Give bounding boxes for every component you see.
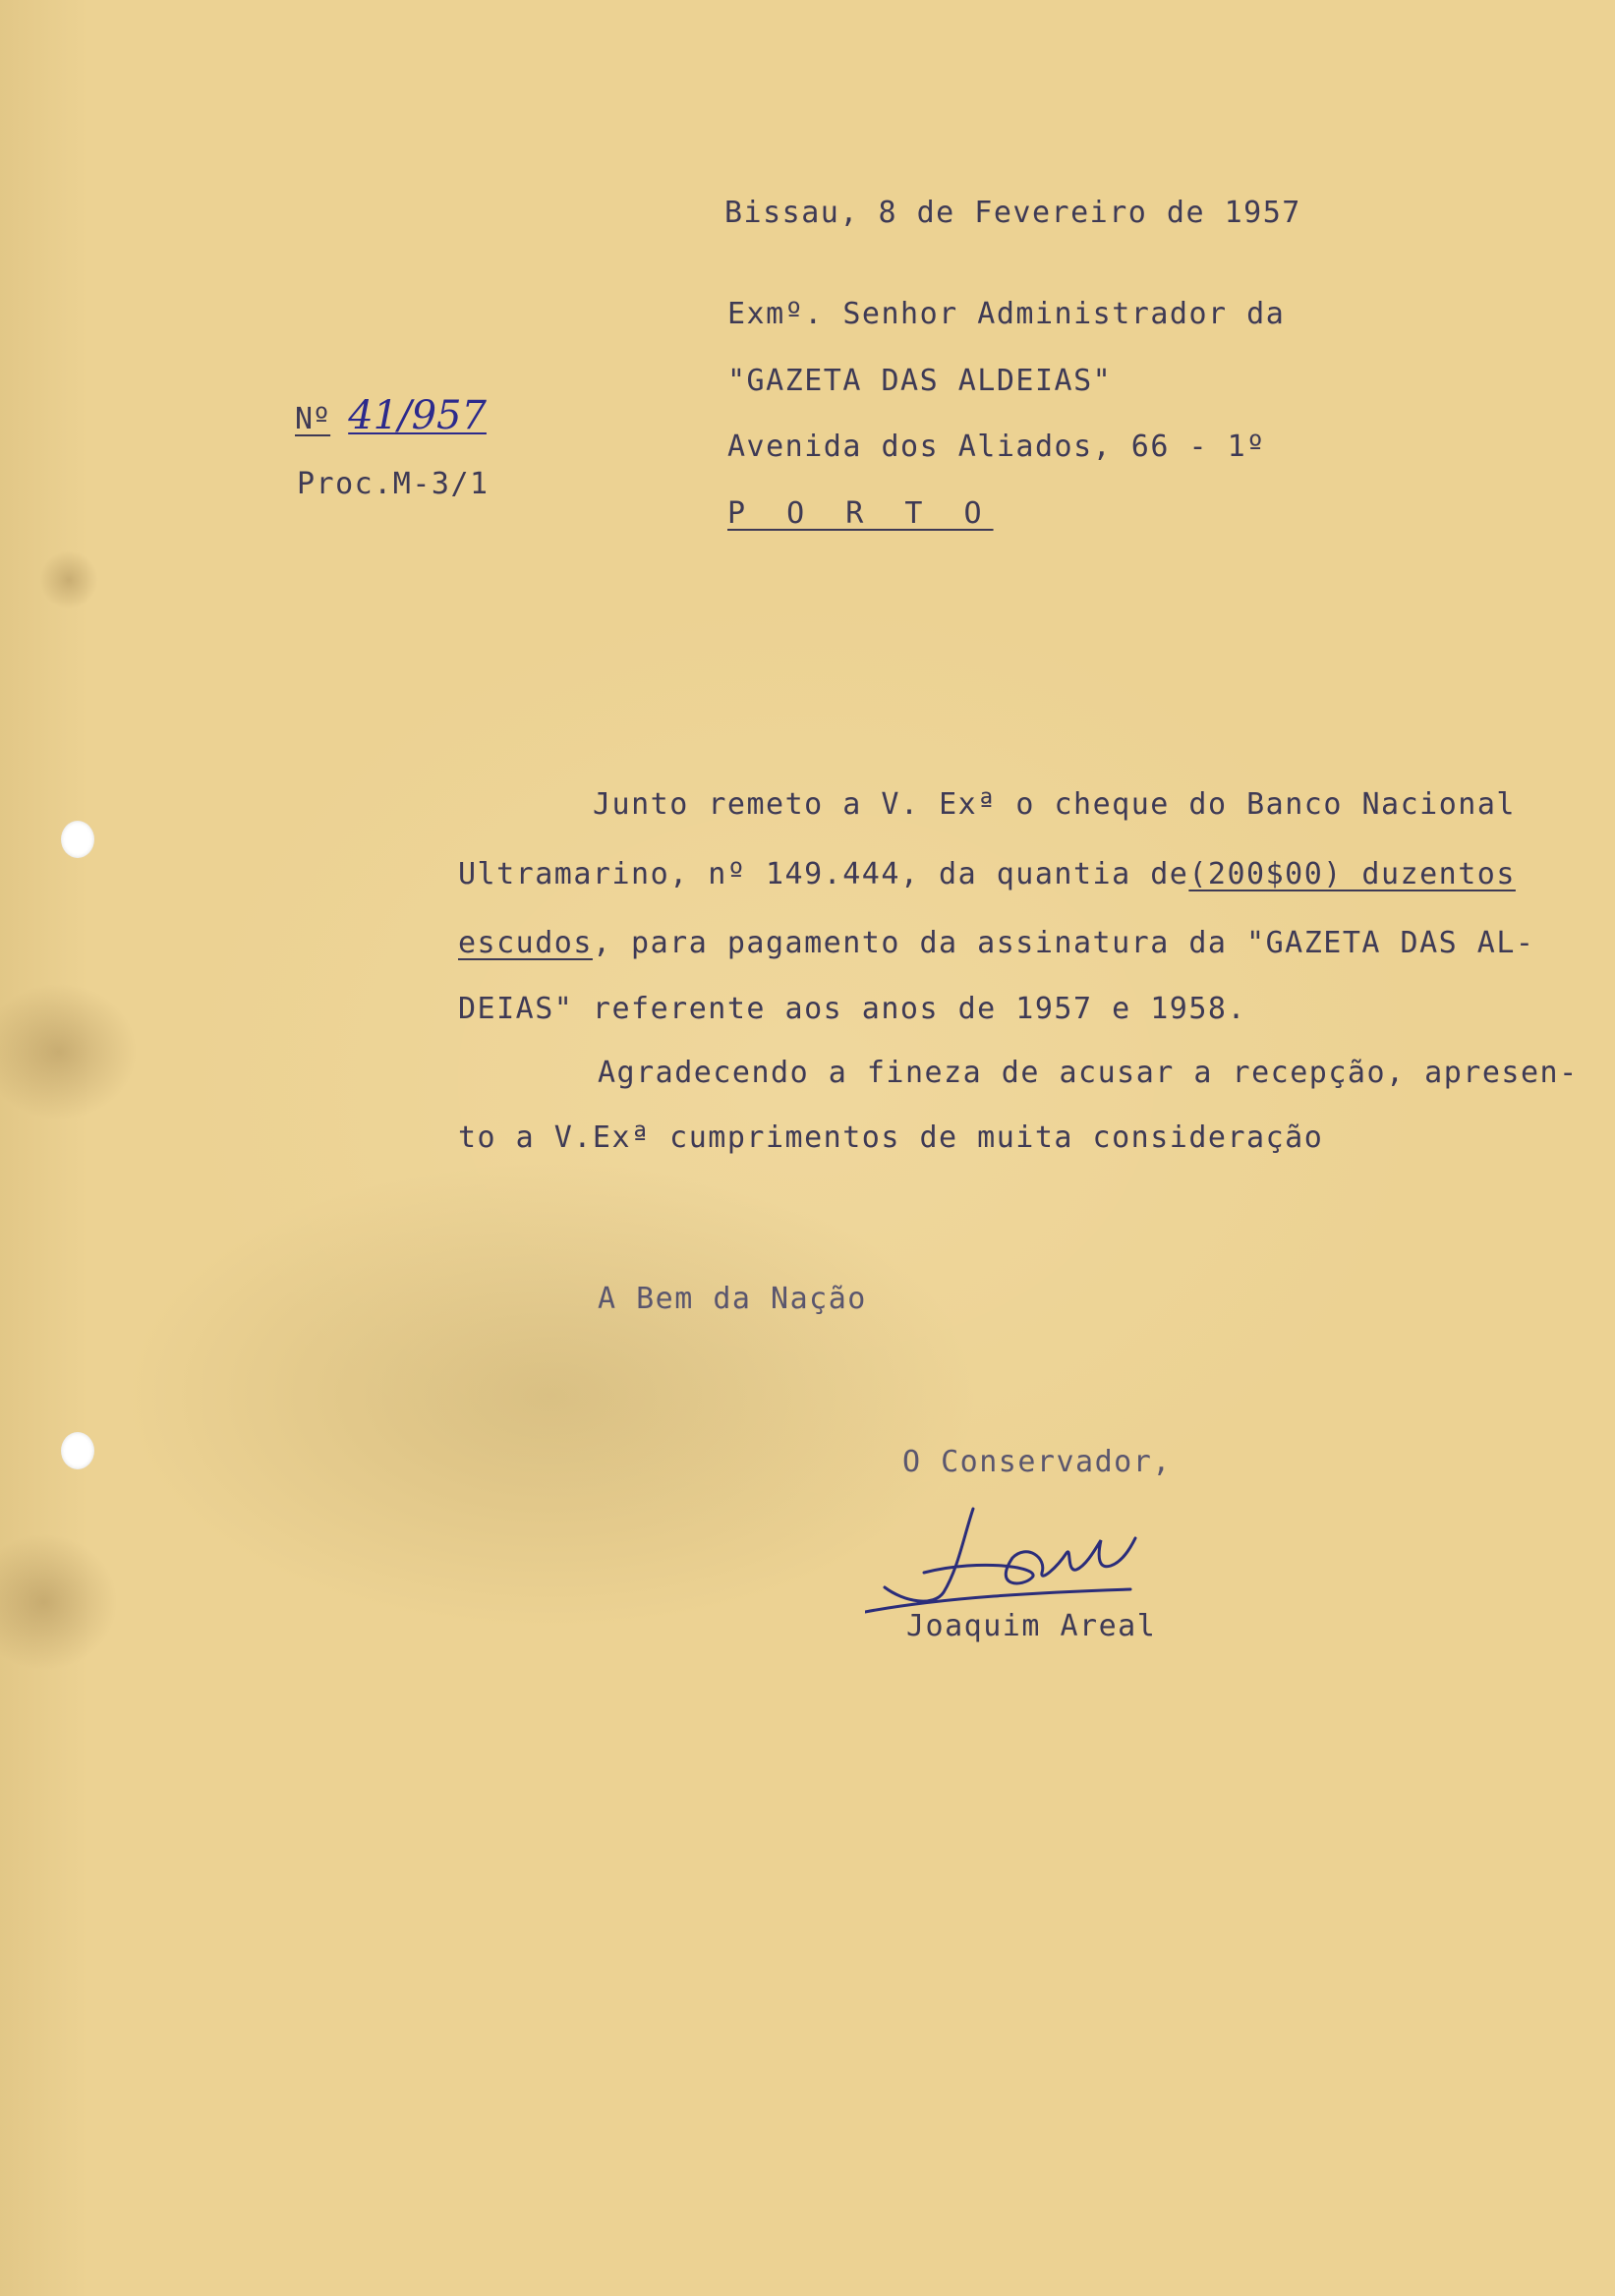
process-reference: Proc.M-3/1	[297, 467, 490, 501]
addressee-line-2: "GAZETA DAS ALDEIAS"	[727, 364, 1113, 398]
place-date: Bissau, 8 de Fevereiro de 1957	[724, 196, 1301, 230]
closing-role: O Conservador,	[902, 1445, 1172, 1479]
body-text: , para pagamento da assinatura da "GAZETA DAS AL-	[592, 926, 1535, 960]
handwritten-signature	[865, 1499, 1180, 1617]
body-line: Junto remeto a V. Exª o cheque do Banco Nacional	[593, 787, 1516, 822]
body-amount: (200$00) duzentos	[1188, 857, 1516, 891]
reference-handwritten-number: 41/957	[348, 393, 487, 438]
addressee-line-1: Exmº. Senhor Administrador da	[727, 297, 1286, 331]
body-currency: escudos	[458, 926, 593, 960]
paper-stain	[39, 550, 98, 609]
body-line: DEIAS" referente aos anos de 1957 e 1958.	[458, 992, 1247, 1026]
addressee-city: P O R T O	[727, 496, 994, 531]
paper-stain	[0, 1533, 118, 1671]
body-line: to a V.Exª cumprimentos de muita consideração	[458, 1120, 1324, 1155]
reference-prefix: Nº	[295, 402, 331, 436]
body-line	[458, 926, 1535, 960]
body-line	[458, 857, 1516, 891]
body-line: Agradecendo a fineza de acusar a recepção, apresen-	[598, 1056, 1579, 1090]
body-text: Ultramarino, nº 149.444, da quantia de	[458, 857, 1189, 891]
paper-stain	[0, 983, 138, 1120]
punch-hole	[61, 1432, 94, 1469]
reference-number	[295, 393, 487, 438]
punch-hole	[61, 821, 94, 858]
addressee-line-3: Avenida dos Aliados, 66 - 1º	[727, 430, 1266, 464]
closing-salutation: A Bem da Nação	[598, 1282, 867, 1316]
signatory-name: Joaquim Areal	[906, 1609, 1157, 1643]
